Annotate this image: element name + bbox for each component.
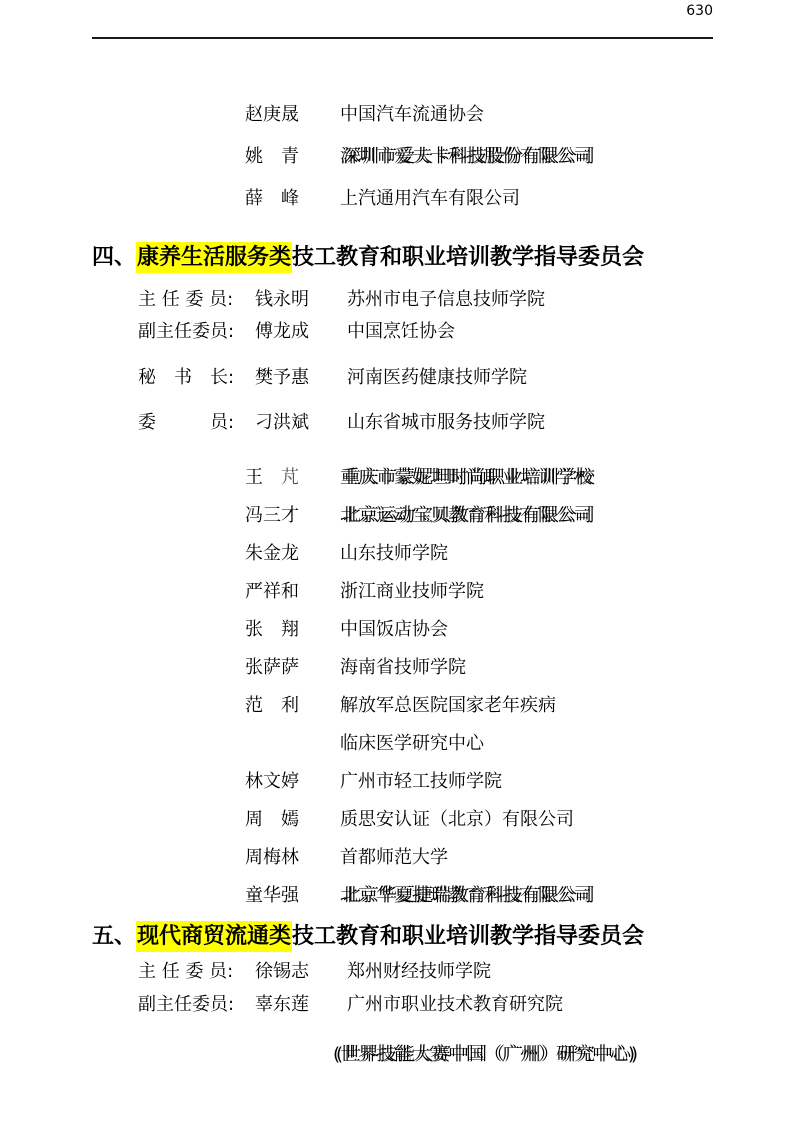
- member-row: [0, 884, 793, 908]
- role-label: 主 任 委 员:: [138, 289, 234, 310]
- role-row: [0, 366, 793, 390]
- member-row: [0, 145, 793, 169]
- section-title-rest: 技工教育和职业培训教学指导委员会: [292, 924, 645, 949]
- member-org: 广州市轻工技师学院: [340, 771, 502, 792]
- member-row: [0, 542, 793, 566]
- member-row: [0, 466, 793, 490]
- member-row: [0, 846, 793, 870]
- section-heading-5: [92, 922, 793, 952]
- member-org: 首都师范大学: [340, 847, 448, 868]
- role-label: 主 任 委 员:: [138, 961, 234, 982]
- member-org: 浙江商业技师学院: [340, 581, 484, 602]
- role-label: 副主任委员:: [138, 994, 235, 1015]
- role-org: 广州市职业技术教育研究院: [347, 994, 563, 1015]
- member-org: 北京运动宝贝教育科技有限公司: [340, 505, 592, 526]
- member-org: 中国汽车流通协会: [340, 104, 484, 125]
- member-name: 范 利: [245, 695, 299, 716]
- role-row: [0, 993, 793, 1017]
- member-name: 张 翔: [245, 619, 299, 640]
- member-org: 深圳市爱夫卡科技股份有限公司: [340, 146, 592, 167]
- member-row: [0, 580, 793, 604]
- member-name-light: 芃: [281, 467, 299, 488]
- member-row: [0, 770, 793, 794]
- member-name: 薛 峰: [245, 188, 299, 209]
- member-org: 上汽通用汽车有限公司: [340, 188, 520, 209]
- member-name: 周梅林: [245, 847, 299, 868]
- role-name: 辜东莲: [255, 994, 309, 1015]
- member-name: 童华强: [245, 885, 299, 906]
- section-index: 四、: [92, 245, 137, 270]
- role-org: 河南医药健康技师学院: [347, 367, 527, 388]
- member-row: [0, 504, 793, 528]
- role-name: 樊予惠: [255, 367, 309, 388]
- role-name: 傅龙成: [255, 321, 309, 342]
- member-name: 姚 青: [245, 146, 299, 167]
- member-org: 质思安认证（北京）有限公司: [340, 809, 574, 830]
- member-name: 赵庚晟: [245, 104, 299, 125]
- member-name: 严祥和: [245, 581, 299, 602]
- member-name: 张萨萨: [245, 657, 299, 678]
- section-heading-4: [92, 243, 793, 273]
- role-row: [0, 320, 793, 344]
- member-name: 林文婷: [245, 771, 299, 792]
- section-index: 五、: [92, 924, 137, 949]
- member-row: [0, 656, 793, 680]
- section-title-rest: 技工教育和职业培训教学指导委员会: [292, 245, 645, 270]
- member-row: [0, 103, 793, 127]
- role-name: 钱永明: [255, 289, 309, 310]
- member-name: 朱金龙: [245, 543, 299, 564]
- member-org: 北京华夏捷瑞教育科技有限公司: [340, 885, 592, 906]
- member-row: [0, 618, 793, 642]
- member-org: 中国饭店协会: [340, 619, 448, 640]
- role-row: [0, 960, 793, 984]
- member-org-line2: 临床医学研究中心: [340, 733, 484, 754]
- section-title-highlight: 现代商贸流通类: [136, 921, 292, 952]
- member-org: 海南省技师学院: [340, 657, 466, 678]
- role-row: [0, 288, 793, 312]
- member-name-main: 王: [245, 467, 281, 488]
- member-org: 山东技师学院: [340, 543, 448, 564]
- page-number: 630: [686, 3, 713, 19]
- role-label: 副主任委员:: [138, 321, 235, 342]
- member-row: [0, 187, 793, 211]
- role-row: [0, 411, 793, 435]
- role-org: 山东省城市服务技师学院: [347, 412, 545, 433]
- member-org: 重庆市蒙妮坦时尚职业培训学校: [340, 467, 592, 488]
- role-org: 苏州市电子信息技师学院: [347, 289, 545, 310]
- member-name: 周 嫣: [245, 809, 299, 830]
- member-row: [0, 694, 793, 718]
- role-name: 徐锡志: [255, 961, 309, 982]
- role-org: 郑州财经技师学院: [347, 961, 491, 982]
- role-org: 中国烹饪协会: [347, 321, 455, 342]
- role-label: 秘 书 长:: [138, 367, 235, 388]
- member-name: 冯三才: [245, 505, 299, 526]
- member-row: [0, 808, 793, 832]
- role-name: 刁洪斌: [255, 412, 309, 433]
- section-title-highlight: 康养生活服务类: [136, 242, 292, 273]
- org-note: (世界技能大赛中国（广州）研究中心): [333, 1044, 636, 1065]
- member-org: 解放军总医院国家老年疾病: [340, 695, 556, 716]
- member-name: [245, 466, 340, 490]
- role-label: 委 员:: [138, 412, 235, 433]
